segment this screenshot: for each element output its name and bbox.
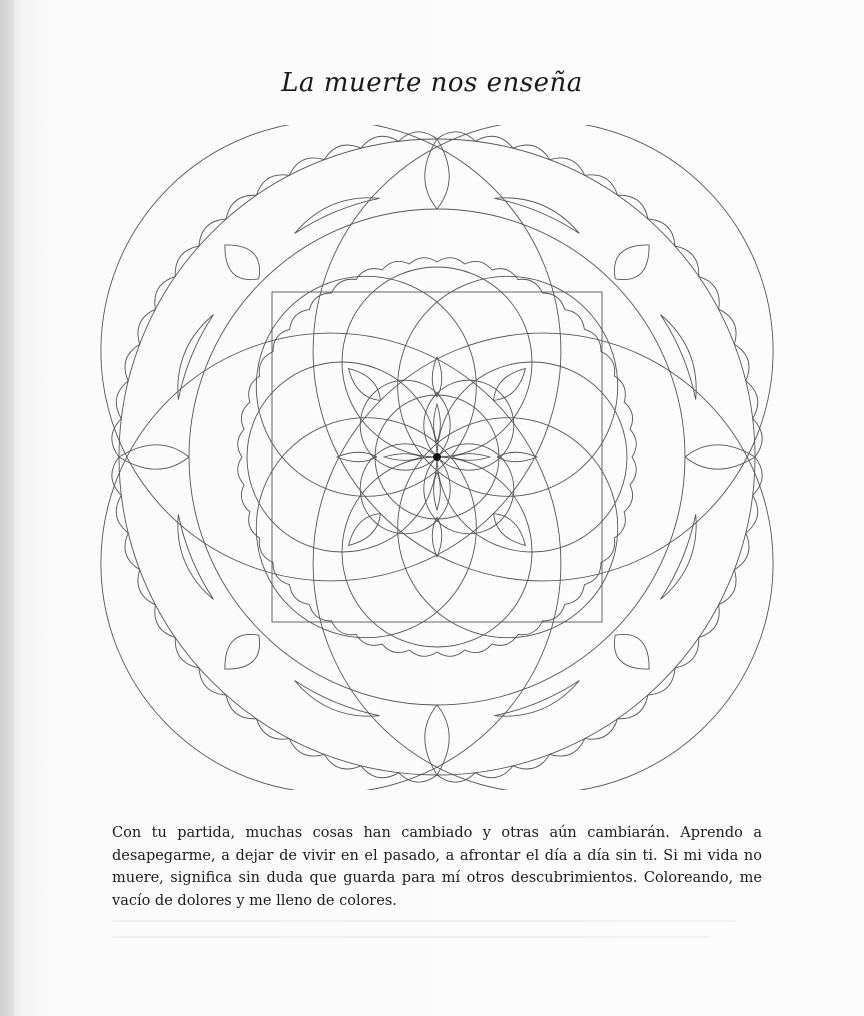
book-spine-shadow	[0, 0, 14, 1016]
outer-petal-arc	[313, 333, 773, 790]
diagonal-petal	[494, 514, 526, 546]
inner-petal	[337, 452, 377, 462]
page-title: La muerte nos enseña	[281, 68, 583, 98]
outer-petal-arc	[101, 125, 561, 581]
outer-lotus-petal	[685, 445, 755, 469]
diagonal-petal	[349, 514, 381, 546]
inner-petal	[432, 517, 442, 557]
outer-diagonal-petal	[614, 245, 649, 280]
outer-lotus-petal	[425, 705, 449, 775]
mandala-illustration	[92, 125, 782, 790]
center-petal	[434, 472, 441, 510]
center-petal	[452, 454, 490, 461]
diagonal-flower-circle	[398, 276, 618, 496]
diagonal-flower-circle	[256, 418, 476, 638]
outer-diagonal-petal	[225, 245, 260, 280]
inner-petal	[432, 357, 442, 397]
outer-lotus-petal	[425, 139, 449, 209]
diagonal-flower-circle	[256, 276, 476, 496]
diagonal-petal	[494, 369, 526, 401]
show-through-text	[112, 920, 762, 960]
inner-petal	[497, 452, 537, 462]
body-paragraph: Con tu partida, muchas cosas han cambiado y otras aún cambiarán. Aprendo a desapegarme, a dejar de vivir en el pasado, a afrontar el día a día sin ti. Si mi vida no muere, significa sin duda que guarda para mí otros descubrimientos. Coloreando, me vacío de dolores y me lleno de colores.	[112, 825, 762, 909]
outer-petal-arc	[313, 125, 773, 581]
inner-flower-circle	[437, 362, 627, 552]
outer-diagonal-petal	[614, 634, 649, 669]
outer-petal-arc	[101, 333, 561, 790]
center-petal	[434, 404, 441, 442]
outer-lotus-petal	[119, 445, 189, 469]
inner-flower-circle	[247, 362, 437, 552]
center-dot	[433, 453, 441, 461]
inner-flower-circle	[342, 267, 532, 457]
center-petal	[384, 454, 422, 461]
outer-diagonal-petal	[225, 634, 260, 669]
inner-flower-circle	[342, 457, 532, 647]
diagonal-petal	[349, 369, 381, 401]
diagonal-flower-circle	[398, 418, 618, 638]
